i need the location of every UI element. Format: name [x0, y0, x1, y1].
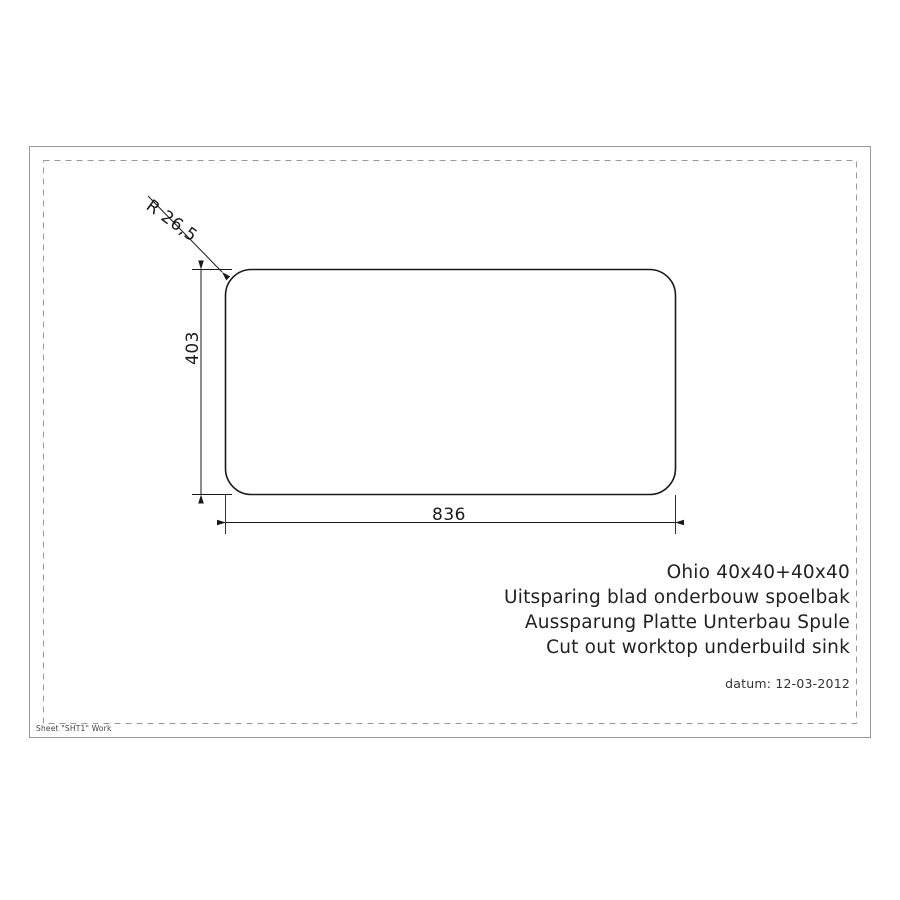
title-block: [420, 560, 850, 691]
corner-radius-label: R 26,5: [142, 196, 201, 247]
sheet-note: Sheet "SHT1" Work: [36, 724, 112, 733]
width-dimension-label: 836: [432, 505, 466, 525]
title-line-en: Cut out worktop underbuild sink: [546, 637, 850, 658]
cutout-outline: [226, 270, 676, 495]
title-line-nl: Uitsparing blad onderbouw spoelbak: [504, 587, 850, 608]
title-line-de: Aussparung Platte Unterbau Spule: [524, 612, 850, 633]
drawing-date: datum: 12-03-2012: [725, 676, 850, 691]
title-line-product: Ohio 40x40+40x40: [666, 562, 850, 583]
height-dimension-label: 403: [183, 331, 203, 365]
